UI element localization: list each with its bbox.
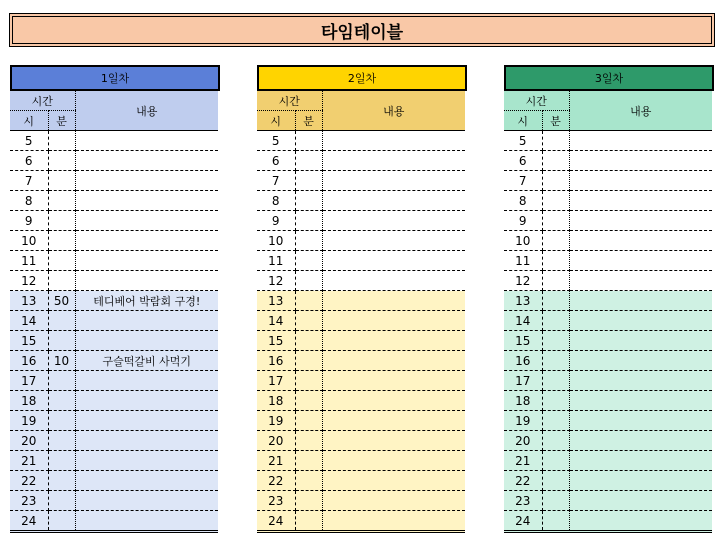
day-header (257, 65, 467, 91)
minute-cell[interactable] (48, 311, 75, 331)
minute-cell[interactable] (542, 351, 569, 371)
table-row (257, 371, 465, 391)
content-column-header: 내용 (322, 91, 465, 131)
table-row (504, 371, 712, 391)
table-row (10, 491, 218, 511)
content-cell[interactable] (569, 271, 712, 291)
table-row (257, 451, 465, 471)
table-row (257, 391, 465, 411)
table-row (504, 451, 712, 471)
minute-cell[interactable] (542, 231, 569, 251)
hour-cell[interactable]: 5 (257, 131, 295, 151)
minute-cell[interactable] (48, 431, 75, 451)
table-row (10, 451, 218, 471)
content-cell[interactable] (322, 231, 465, 251)
hour-cell[interactable]: 18 (504, 391, 542, 411)
minute-cell[interactable] (295, 331, 322, 351)
minute-cell[interactable] (295, 431, 322, 451)
minute-cell[interactable] (295, 351, 322, 371)
content-cell[interactable] (322, 411, 465, 431)
minute-cell[interactable] (542, 451, 569, 471)
content-cell[interactable] (569, 231, 712, 251)
table-row (504, 511, 712, 532)
content-cell[interactable] (322, 151, 465, 171)
content-cell[interactable] (75, 391, 218, 411)
content-cell[interactable] (569, 331, 712, 351)
minute-cell[interactable] (295, 511, 322, 532)
table-row (504, 291, 712, 311)
table-row (504, 131, 712, 151)
hour-cell[interactable]: 5 (504, 131, 542, 151)
table-row (10, 271, 218, 291)
table-row (257, 291, 465, 311)
hour-cell[interactable]: 11 (257, 251, 295, 271)
hour-cell[interactable]: 21 (257, 451, 295, 471)
day-2-table (257, 65, 467, 533)
table-row (257, 191, 465, 211)
hour-cell[interactable]: 22 (257, 471, 295, 491)
content-cell[interactable] (322, 211, 465, 231)
minute-cell[interactable] (295, 451, 322, 471)
minute-cell[interactable] (48, 391, 75, 411)
table-row (504, 271, 712, 291)
minute-cell[interactable] (48, 211, 75, 231)
hour-cell[interactable]: 23 (504, 491, 542, 511)
minute-cell[interactable] (542, 331, 569, 351)
hour-cell[interactable]: 19 (257, 411, 295, 431)
content-cell[interactable] (322, 271, 465, 291)
hour-cell[interactable]: 22 (10, 471, 48, 491)
content-cell[interactable] (569, 211, 712, 231)
content-cell[interactable] (322, 191, 465, 211)
table-row (10, 371, 218, 391)
day-header (504, 65, 714, 91)
table-row (257, 411, 465, 431)
table-row (10, 331, 218, 351)
hour-cell[interactable]: 15 (504, 331, 542, 351)
minute-cell[interactable] (542, 211, 569, 231)
day-header-label: 2일차 (347, 72, 377, 85)
hour-cell[interactable]: 6 (504, 151, 542, 171)
hour-cell[interactable]: 13 (504, 291, 542, 311)
page-title-text: 타임테이블 (320, 22, 404, 43)
minute-cell[interactable] (542, 131, 569, 151)
hour-cell[interactable]: 14 (10, 311, 48, 331)
minute-cell[interactable] (542, 271, 569, 291)
table-row (257, 151, 465, 171)
table-row (504, 471, 712, 491)
table-row (504, 491, 712, 511)
minute-cell[interactable] (295, 231, 322, 251)
content-cell[interactable]: 구슬떡갈비 사먹기 (75, 351, 218, 371)
hour-cell[interactable]: 8 (504, 191, 542, 211)
minute-cell[interactable] (295, 311, 322, 331)
table-row (10, 391, 218, 411)
minute-cell[interactable] (542, 191, 569, 211)
content-cell[interactable] (75, 231, 218, 251)
minute-cell[interactable] (48, 131, 75, 151)
content-cell[interactable] (569, 471, 712, 491)
minute-cell[interactable] (295, 211, 322, 231)
table-row (257, 211, 465, 231)
hour-cell[interactable]: 13 (10, 291, 48, 311)
table-row (504, 151, 712, 171)
hour-column-header: 시 (504, 111, 542, 131)
content-cell[interactable] (322, 391, 465, 411)
hour-cell[interactable]: 16 (257, 351, 295, 371)
hour-cell[interactable]: 10 (504, 231, 542, 251)
time-column-header: 시간 (10, 91, 75, 111)
table-row (10, 511, 218, 532)
hour-cell[interactable]: 14 (257, 311, 295, 331)
table-row (10, 131, 218, 151)
minute-cell[interactable] (295, 151, 322, 171)
content-cell[interactable] (322, 371, 465, 391)
content-cell[interactable] (75, 491, 218, 511)
table-row (257, 251, 465, 271)
minute-cell[interactable] (295, 191, 322, 211)
hour-cell[interactable]: 20 (10, 431, 48, 451)
timetable-grid (257, 91, 465, 533)
table-row (10, 431, 218, 451)
table-row (257, 171, 465, 191)
table-row (257, 511, 465, 532)
hour-cell[interactable]: 11 (10, 251, 48, 271)
table-row (504, 391, 712, 411)
table-row (504, 231, 712, 251)
minute-cell[interactable] (295, 291, 322, 311)
content-cell[interactable] (322, 331, 465, 351)
minute-cell[interactable] (542, 251, 569, 271)
hour-column-header: 시 (10, 111, 48, 131)
content-cell[interactable] (75, 131, 218, 151)
content-cell[interactable] (569, 131, 712, 151)
content-cell[interactable] (322, 311, 465, 331)
time-column-header: 시간 (257, 91, 322, 111)
minute-cell[interactable] (542, 491, 569, 511)
table-row (257, 471, 465, 491)
hour-cell[interactable]: 14 (504, 311, 542, 331)
minute-cell[interactable] (295, 411, 322, 431)
minute-cell[interactable] (295, 371, 322, 391)
minute-cell[interactable] (48, 511, 75, 532)
hour-cell[interactable]: 12 (504, 271, 542, 291)
content-cell[interactable] (75, 331, 218, 351)
minute-cell[interactable] (295, 391, 322, 411)
hour-cell[interactable]: 16 (10, 351, 48, 371)
content-cell[interactable] (322, 171, 465, 191)
hour-cell[interactable]: 8 (10, 191, 48, 211)
content-cell[interactable] (569, 351, 712, 371)
hour-cell[interactable]: 10 (257, 231, 295, 251)
content-cell[interactable] (569, 251, 712, 271)
minute-column-header: 분 (48, 111, 75, 131)
hour-cell[interactable]: 7 (504, 171, 542, 191)
content-cell[interactable] (569, 371, 712, 391)
minute-cell[interactable] (542, 411, 569, 431)
hour-cell[interactable]: 23 (257, 491, 295, 511)
hour-cell[interactable]: 21 (10, 451, 48, 471)
table-row (504, 351, 712, 371)
minute-column-header: 분 (295, 111, 322, 131)
minute-cell[interactable] (542, 391, 569, 411)
content-cell[interactable] (322, 491, 465, 511)
content-cell[interactable] (569, 291, 712, 311)
hour-cell[interactable]: 7 (10, 171, 48, 191)
content-cell[interactable] (322, 511, 465, 532)
minute-cell[interactable] (295, 251, 322, 271)
table-row (257, 431, 465, 451)
minute-cell[interactable] (542, 471, 569, 491)
table-row (257, 311, 465, 331)
day-1-table (10, 65, 220, 533)
hour-cell[interactable]: 6 (10, 151, 48, 171)
table-row (504, 251, 712, 271)
table-row (10, 171, 218, 191)
table-row (257, 331, 465, 351)
hour-cell[interactable]: 10 (10, 231, 48, 251)
time-column-header: 시간 (504, 91, 569, 111)
minute-cell[interactable] (48, 371, 75, 391)
table-row (10, 231, 218, 251)
hour-cell[interactable]: 24 (257, 511, 295, 532)
table-row (504, 331, 712, 351)
hour-cell[interactable]: 18 (257, 391, 295, 411)
minute-cell[interactable] (295, 471, 322, 491)
table-row (10, 211, 218, 231)
hour-cell[interactable]: 9 (504, 211, 542, 231)
content-cell[interactable] (569, 391, 712, 411)
content-cell[interactable] (75, 211, 218, 231)
content-cell[interactable] (322, 131, 465, 151)
hour-cell[interactable]: 9 (257, 211, 295, 231)
content-column-header: 내용 (75, 91, 218, 131)
content-cell[interactable] (322, 451, 465, 471)
minute-cell[interactable]: 10 (48, 351, 75, 371)
content-cell[interactable] (569, 171, 712, 191)
minute-cell[interactable] (295, 131, 322, 151)
content-cell[interactable] (75, 251, 218, 271)
table-row (504, 411, 712, 431)
table-row (504, 311, 712, 331)
minute-cell[interactable] (542, 371, 569, 391)
minute-cell[interactable] (48, 331, 75, 351)
table-row (10, 311, 218, 331)
table-row (504, 431, 712, 451)
content-cell[interactable] (322, 251, 465, 271)
hour-cell[interactable]: 11 (504, 251, 542, 271)
minute-cell[interactable]: 50 (48, 291, 75, 311)
hour-cell[interactable]: 20 (257, 431, 295, 451)
hour-cell[interactable]: 12 (257, 271, 295, 291)
minute-column-header: 분 (542, 111, 569, 131)
table-row (257, 271, 465, 291)
minute-cell[interactable] (542, 511, 569, 532)
content-cell[interactable] (569, 311, 712, 331)
hour-cell[interactable]: 19 (504, 411, 542, 431)
day-header (10, 65, 220, 91)
hour-cell[interactable]: 12 (10, 271, 48, 291)
hour-cell[interactable]: 20 (504, 431, 542, 451)
content-column-header: 내용 (569, 91, 712, 131)
hour-cell[interactable]: 19 (10, 411, 48, 431)
minute-cell[interactable] (48, 451, 75, 471)
hour-cell[interactable]: 18 (10, 391, 48, 411)
content-cell[interactable] (569, 191, 712, 211)
content-cell[interactable] (75, 271, 218, 291)
minute-cell[interactable] (295, 271, 322, 291)
hour-cell[interactable]: 16 (504, 351, 542, 371)
table-row (10, 291, 218, 311)
table-row (257, 231, 465, 251)
table-row (10, 411, 218, 431)
minute-cell[interactable] (48, 171, 75, 191)
timetable-grid (504, 91, 712, 533)
content-cell[interactable] (569, 491, 712, 511)
hour-cell[interactable]: 17 (504, 371, 542, 391)
content-cell[interactable] (75, 371, 218, 391)
minute-cell[interactable] (48, 231, 75, 251)
minute-cell[interactable] (48, 251, 75, 271)
content-cell[interactable] (75, 511, 218, 532)
minute-cell[interactable] (295, 171, 322, 191)
table-row (504, 191, 712, 211)
content-cell[interactable] (569, 511, 712, 532)
minute-cell[interactable] (48, 471, 75, 491)
hour-cell[interactable]: 17 (257, 371, 295, 391)
content-cell[interactable] (75, 151, 218, 171)
minute-cell[interactable] (48, 271, 75, 291)
minute-cell[interactable] (48, 411, 75, 431)
table-row (257, 351, 465, 371)
hour-cell[interactable]: 6 (257, 151, 295, 171)
content-cell[interactable] (75, 171, 218, 191)
page-title (9, 13, 715, 47)
content-cell[interactable] (75, 191, 218, 211)
table-row (257, 131, 465, 151)
minute-cell[interactable] (542, 151, 569, 171)
content-cell[interactable] (569, 451, 712, 471)
content-cell[interactable] (322, 431, 465, 451)
hour-cell[interactable]: 8 (257, 191, 295, 211)
hour-cell[interactable]: 7 (257, 171, 295, 191)
hour-column-header: 시 (257, 111, 295, 131)
table-row (10, 251, 218, 271)
table-row (10, 351, 218, 371)
table-row (10, 151, 218, 171)
content-cell[interactable] (75, 431, 218, 451)
table-row (504, 171, 712, 191)
hour-cell[interactable]: 13 (257, 291, 295, 311)
minute-cell[interactable] (542, 311, 569, 331)
content-cell[interactable] (569, 411, 712, 431)
content-cell[interactable]: 테디베어 박람회 구경! (75, 291, 218, 311)
minute-cell[interactable] (295, 491, 322, 511)
hour-cell[interactable]: 15 (257, 331, 295, 351)
hour-cell[interactable]: 24 (504, 511, 542, 532)
table-row (257, 491, 465, 511)
hour-cell[interactable]: 21 (504, 451, 542, 471)
content-cell[interactable] (322, 351, 465, 371)
content-cell[interactable] (569, 151, 712, 171)
minute-cell[interactable] (542, 291, 569, 311)
hour-cell[interactable]: 24 (10, 511, 48, 532)
content-cell[interactable] (569, 431, 712, 451)
hour-cell[interactable]: 15 (10, 331, 48, 351)
day-3-table (504, 65, 714, 533)
minute-cell[interactable] (542, 171, 569, 191)
timetable-grid (10, 91, 218, 533)
content-cell[interactable] (75, 411, 218, 431)
content-cell[interactable] (322, 291, 465, 311)
table-row (10, 471, 218, 491)
hour-cell[interactable]: 5 (10, 131, 48, 151)
content-cell[interactable] (75, 451, 218, 471)
hour-cell[interactable]: 17 (10, 371, 48, 391)
content-cell[interactable] (75, 471, 218, 491)
hour-cell[interactable]: 22 (504, 471, 542, 491)
content-cell[interactable] (75, 311, 218, 331)
table-row (504, 211, 712, 231)
minute-cell[interactable] (48, 491, 75, 511)
day-header-label: 3일차 (594, 72, 624, 85)
content-cell[interactable] (322, 471, 465, 491)
hour-cell[interactable]: 23 (10, 491, 48, 511)
minute-cell[interactable] (48, 151, 75, 171)
table-row (10, 191, 218, 211)
day-header-label: 1일차 (100, 72, 130, 85)
minute-cell[interactable] (48, 191, 75, 211)
hour-cell[interactable]: 9 (10, 211, 48, 231)
minute-cell[interactable] (542, 431, 569, 451)
